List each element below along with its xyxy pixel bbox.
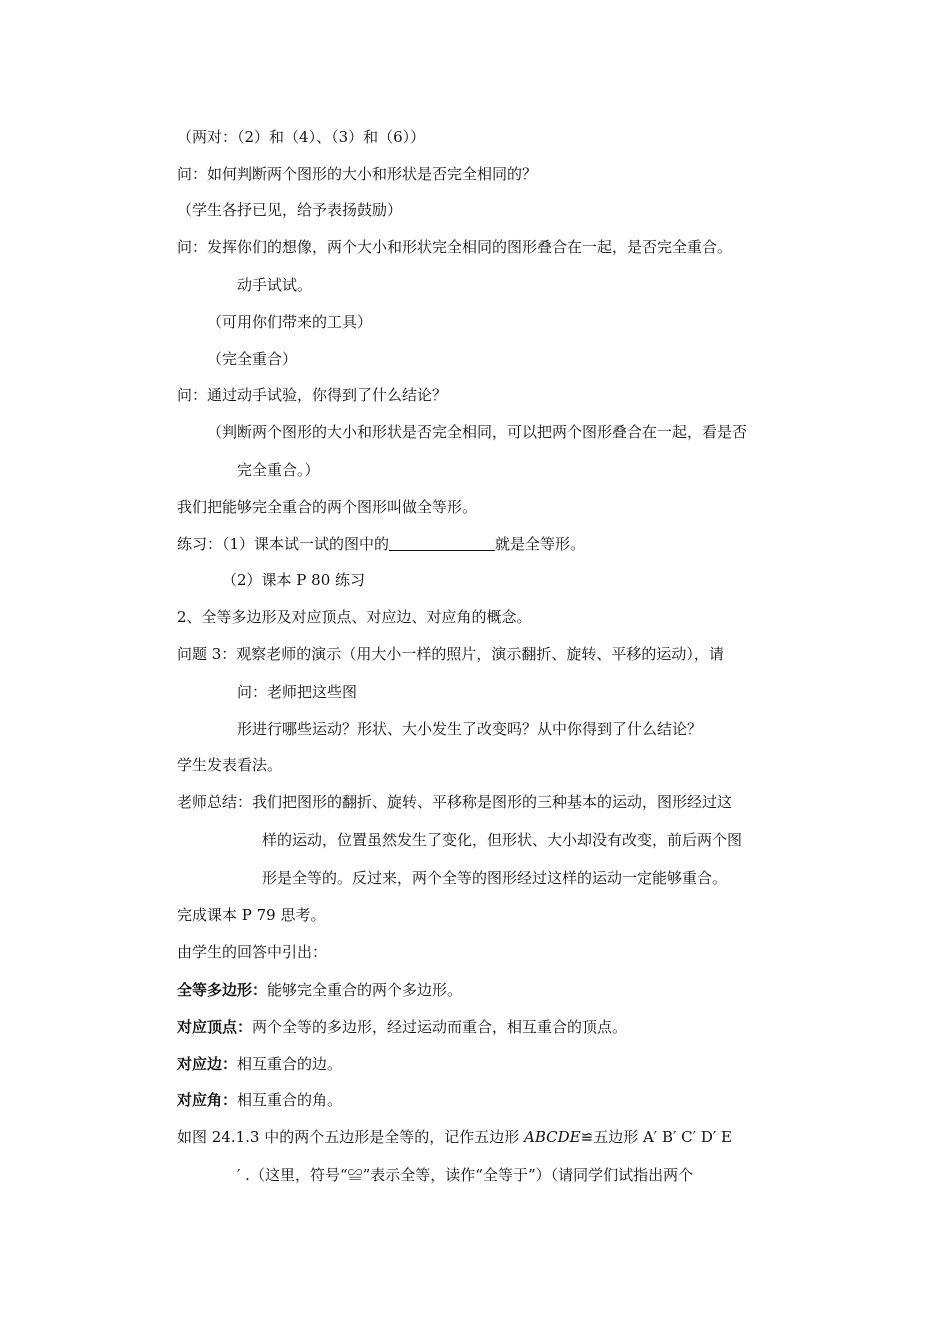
line-figure-example-cont: ′ .（这里，符号“≌”表示全等，读作“全等于”）（请同学们试指出两个 [237, 1166, 694, 1184]
term-congruent-polygon: 全等多边形： [177, 981, 268, 999]
term-corresponding-vertex: 对应顶点： [177, 1018, 253, 1036]
definition-text: 相互重合的角。 [237, 1091, 343, 1109]
definition-corresponding-vertex [177, 1017, 627, 1037]
example-notation: ≌五边形 A′ B′ C′ D′ E [580, 1128, 732, 1146]
line-teacher-summary-cont: 样的运动，位置虽然发生了变化，但形状、大小却没有改变，前后两个图 [262, 831, 743, 849]
line-answer-pairs: （两对：（2）和（4）、（3）和（6）） [177, 128, 426, 146]
line-students-express: 学生发表看法。 [177, 756, 283, 774]
line-answer-judge: （判断两个图形的大小和形状是否完全相同，可以把两个图形叠合在一起，看是否 [207, 423, 748, 441]
line-problem-3-cont: 问：老师把这些图 [237, 683, 358, 701]
line-use-tools: （可用你们带来的工具） [207, 313, 373, 331]
pentagon-name: ABCDE [524, 1128, 581, 1146]
line-question-imagine: 问：发挥你们的想像，两个大小和形状完全相同的图形叠合在一起，是否完全重合。 [177, 238, 733, 256]
definition-text: 能够完全重合的两个多边形。 [267, 981, 463, 999]
line-definition-congruent: 我们把能够完全重合的两个图形叫做全等形。 [177, 498, 478, 516]
line-coincide: （完全重合） [207, 350, 298, 368]
definition-congruent-polygon [177, 980, 462, 1000]
definition-text: 相互重合的边。 [237, 1055, 343, 1073]
example-text: 如图 24.1.3 中的两个五边形是全等的，记作五边形 [177, 1128, 525, 1146]
term-corresponding-angle: 对应角： [177, 1091, 238, 1109]
line-teacher-summary-cont2: 形是全等的。反过来，两个全等的图形经过这样的运动一定能够重合。 [262, 869, 728, 887]
line-lead-out: 由学生的回答中引出： [177, 943, 328, 961]
line-problem-3-cont2: 形进行哪些运动？形状、大小发生了改变吗？从中你得到了什么结论？ [237, 720, 703, 738]
fill-in-blank [389, 535, 495, 551]
exercise-1-tail: 就是全等形。 [495, 535, 586, 553]
exercise-1-text: 练习：（1）课本试一试的图中的 [177, 535, 390, 553]
line-figure-example [177, 1127, 732, 1147]
line-section-2-heading: 2、全等多边形及对应顶点、对应边、对应角的概念。 [177, 608, 532, 626]
line-answer-judge-cont: 完全重合。） [237, 461, 320, 479]
definition-corresponding-side [177, 1054, 342, 1074]
line-exercise-2: （2）课本 P 80 练习 [222, 571, 366, 589]
line-teacher-summary: 老师总结：我们把图形的翻折、旋转、平移称是图形的三种基本的运动，图形经过这 [177, 793, 733, 811]
definition-text: 两个全等的多边形，经过运动而重合，相互重合的顶点。 [252, 1018, 628, 1036]
line-textbook-think: 完成课本 P 79 思考。 [177, 906, 326, 924]
term-corresponding-side: 对应边： [177, 1055, 238, 1073]
line-try-it: 动手试试。 [237, 276, 313, 294]
definition-corresponding-angle [177, 1090, 342, 1110]
line-student-opinions: （学生各抒已见，给予表扬鼓励） [177, 201, 403, 219]
line-problem-3: 问题 3：观察老师的演示（用大小一样的照片，演示翻折、旋转、平移的运动），请 [177, 645, 724, 663]
line-exercise-1 [177, 534, 585, 554]
line-question-judge: 问：如何判断两个图形的大小和形状是否完全相同的？ [177, 165, 538, 183]
line-question-conclusion: 问：通过动手试验，你得到了什么结论？ [177, 386, 448, 404]
